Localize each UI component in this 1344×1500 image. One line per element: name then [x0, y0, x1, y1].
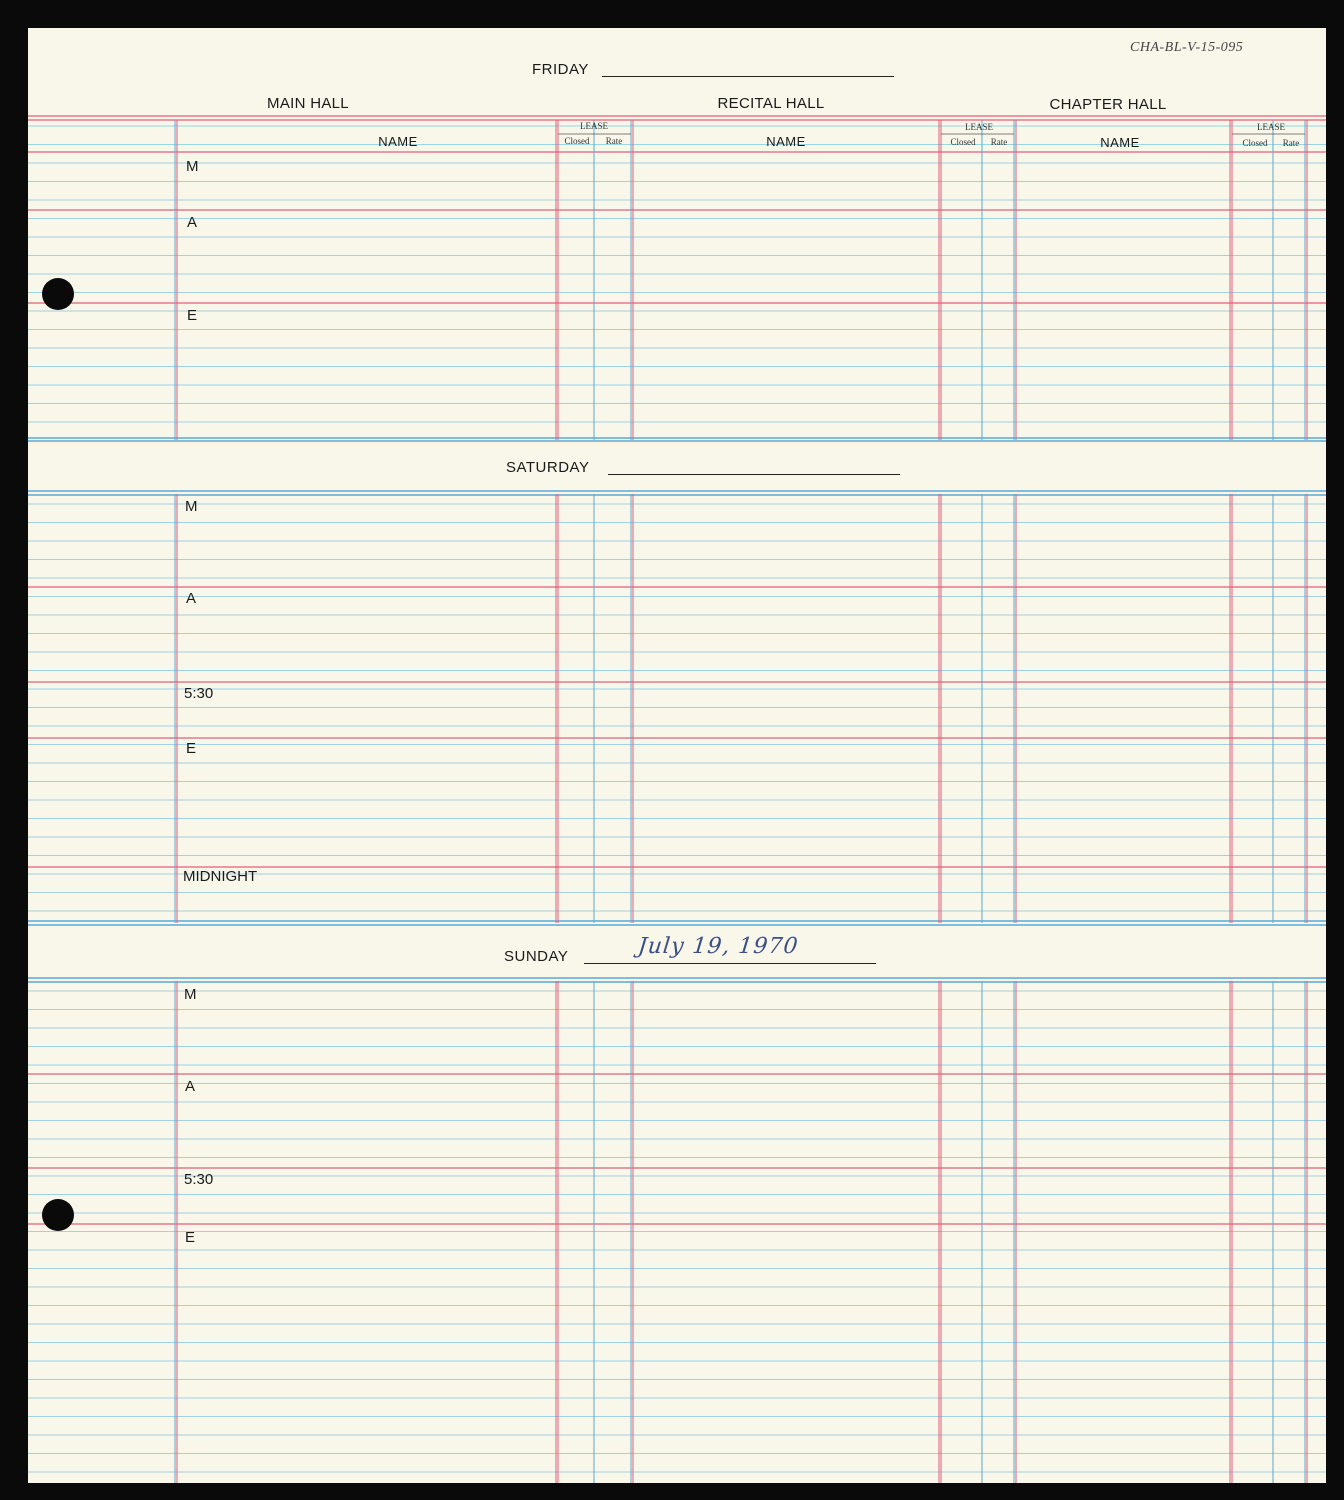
archive-id: CHA-BL-V-15-095	[1130, 40, 1244, 55]
date-line-sunday[interactable]	[584, 963, 876, 964]
name-column-header-main: NAME	[378, 134, 418, 149]
ledger-rules	[28, 28, 1326, 1483]
hall-heading-main: MAIN HALL	[267, 95, 349, 112]
row-label-saturday-morning: M	[185, 498, 198, 515]
row-label-saturday-530: 5:30	[184, 685, 214, 702]
binder-hole-bottom	[42, 1199, 74, 1231]
date-line-friday[interactable]	[602, 76, 894, 77]
row-label-sunday-morning: M	[184, 986, 197, 1003]
day-label-saturday: SATURDAY	[506, 459, 590, 476]
lease-header-main: LEASE	[580, 121, 608, 131]
row-label-saturday-midnight: MIDNIGHT	[183, 868, 258, 885]
closed-header-recital: Closed	[950, 137, 976, 147]
row-label-sunday-evening: E	[185, 1229, 196, 1246]
day-label-friday: FRIDAY	[532, 61, 589, 78]
lease-header-chapter: LEASE	[1257, 122, 1285, 132]
closed-header-main: Closed	[564, 136, 590, 146]
row-label-saturday-afternoon: A	[186, 590, 197, 607]
date-line-saturday[interactable]	[608, 474, 900, 475]
hall-heading-chapter: CHAPTER HALL	[1049, 96, 1167, 113]
row-label-friday-evening: E	[187, 307, 198, 324]
row-label-saturday-evening: E	[186, 740, 197, 757]
rate-header-chapter: Rate	[1282, 138, 1300, 148]
closed-header-chapter: Closed	[1242, 138, 1268, 148]
lease-header-recital: LEASE	[965, 122, 993, 132]
day-label-sunday: SUNDAY	[504, 948, 569, 965]
handwritten-date-sunday: July 19, 1970	[636, 934, 800, 959]
rate-header-main: Rate	[605, 136, 623, 146]
row-label-sunday-afternoon: A	[185, 1078, 196, 1095]
name-column-header-chapter: NAME	[1100, 135, 1140, 150]
row-label-friday-afternoon: A	[187, 214, 198, 231]
row-label-friday-morning: M	[186, 158, 199, 175]
row-label-sunday-530: 5:30	[184, 1171, 214, 1188]
name-column-header-recital: NAME	[766, 134, 806, 149]
ledger-sheet	[28, 28, 1326, 1483]
rate-header-recital: Rate	[990, 137, 1008, 147]
binder-hole-top	[42, 278, 74, 310]
hall-heading-recital: RECITAL HALL	[717, 95, 825, 112]
